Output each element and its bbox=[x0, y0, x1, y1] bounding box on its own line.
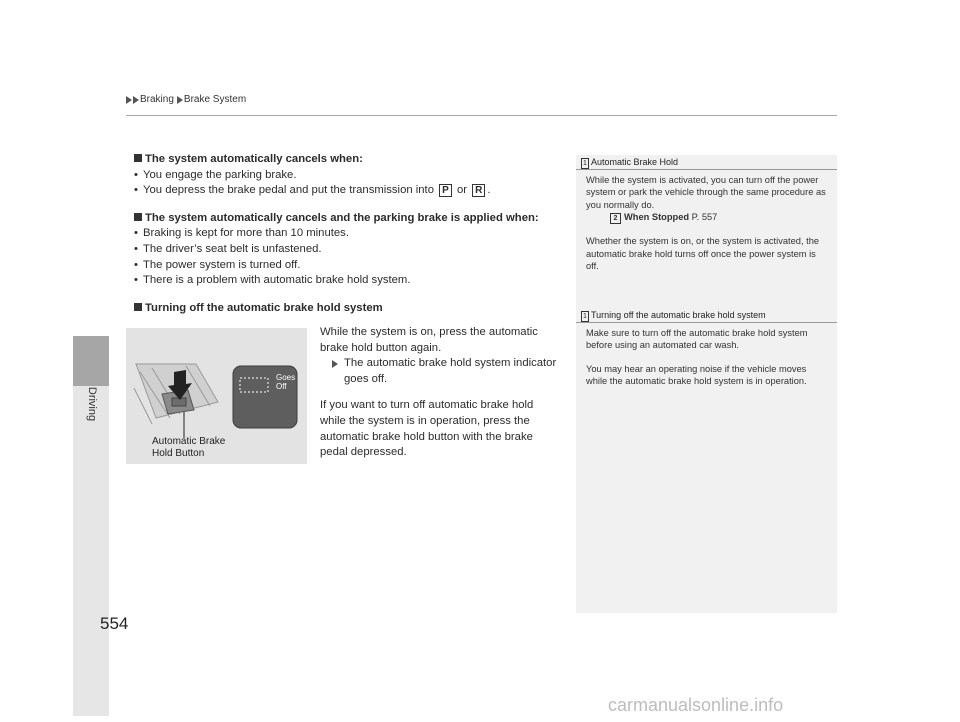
note-title bbox=[576, 155, 837, 168]
page-number: 554 bbox=[100, 614, 129, 633]
note-automatic-brake-hold bbox=[576, 155, 837, 272]
list-item bbox=[134, 183, 564, 199]
bullet-list bbox=[134, 226, 564, 288]
list-item-text: or bbox=[456, 184, 467, 197]
list-item-text: . bbox=[487, 184, 491, 197]
callout-label bbox=[152, 436, 225, 460]
page-reference[interactable] bbox=[586, 211, 827, 224]
list-item: • There is a problem with automatic brake hold system. bbox=[134, 273, 564, 289]
note-marker-icon: 1 bbox=[581, 311, 589, 322]
note-marker-icon: 1 bbox=[581, 158, 589, 169]
gear-p-key: P bbox=[439, 184, 452, 197]
paragraph-text: If you want to turn off automatic brake hold while the system is in operation, press the automatic brake hold button with the brake pedal depressed. bbox=[320, 399, 534, 459]
indicator-status-line: Goes bbox=[276, 373, 296, 382]
section-heading-text: Turning off the automatic brake hold system bbox=[145, 301, 383, 314]
note-title-text: Turning off the automatic brake hold system bbox=[591, 310, 766, 320]
list-item-text: You depress the brake pedal and put the transmission into bbox=[143, 184, 434, 197]
note-paragraph: You may hear an operating noise if the vehicle moves while the automatic brake hold system is in operation. bbox=[586, 363, 807, 387]
result-text bbox=[320, 356, 560, 387]
note-turning-off bbox=[576, 308, 837, 388]
header-divider bbox=[126, 115, 837, 116]
chapter-label: Driving bbox=[86, 386, 98, 422]
square-bullet-icon bbox=[134, 154, 142, 162]
breadcrumb-item-braking[interactable]: Braking bbox=[140, 94, 174, 105]
list-item: • You engage the parking brake. bbox=[134, 168, 564, 184]
instruction-block bbox=[320, 325, 560, 461]
notes-column bbox=[576, 155, 837, 613]
reference-arrow-icon: 2 bbox=[610, 213, 621, 224]
breadcrumb-item-brake-system[interactable]: Brake System bbox=[183, 94, 247, 105]
chevron-right-icon bbox=[177, 96, 183, 104]
note-paragraph: While the system is activated, you can turn off the power system or park the vehicle through the same procedure as you normally do. bbox=[586, 175, 826, 210]
callout-line: Automatic Brake bbox=[152, 436, 226, 447]
result-text-content: The automatic brake hold system indicator goes off. bbox=[344, 357, 557, 385]
list-item: • The power system is turned off. bbox=[134, 258, 564, 274]
list-item: • The driver’s seat belt is unfastened. bbox=[134, 242, 564, 258]
section-heading bbox=[134, 152, 564, 168]
note-body bbox=[576, 170, 837, 272]
section-heading-text: The system automatically cancels and the parking brake is applied when: bbox=[145, 211, 539, 224]
indicator-status-line: Off bbox=[276, 382, 287, 391]
watermark: carmanualsonline.info bbox=[608, 695, 784, 715]
gear-r-key: R bbox=[472, 184, 485, 197]
main-content bbox=[134, 152, 564, 316]
square-bullet-icon bbox=[134, 303, 142, 311]
note-paragraph: Make sure to turn off the automatic brake hold system before using an automated car wash. bbox=[586, 328, 808, 351]
chevron-right-icon bbox=[126, 96, 132, 104]
square-bullet-icon bbox=[134, 213, 142, 221]
bullet-list bbox=[134, 168, 564, 199]
chevron-right-icon bbox=[133, 96, 139, 104]
reference-label: When Stopped bbox=[624, 212, 690, 223]
indicator-status-label bbox=[276, 373, 295, 391]
note-title-text: Automatic Brake Hold bbox=[591, 157, 679, 167]
reference-page: P. 557 bbox=[691, 212, 718, 223]
callout-line: Hold Button bbox=[152, 448, 205, 459]
brake-hold-illustration bbox=[126, 328, 307, 464]
breadcrumb bbox=[126, 94, 249, 105]
result-arrow-icon bbox=[332, 360, 338, 368]
note-paragraph: Whether the system is on, or the system is activated, the automatic brake hold turns off once the power system is off. bbox=[586, 236, 820, 272]
section-heading bbox=[134, 301, 564, 317]
note-body bbox=[576, 323, 837, 388]
section-heading bbox=[134, 211, 564, 227]
list-item: • Braking is kept for more than 10 minutes. bbox=[134, 226, 564, 242]
instruction-text: While the system is on, press the automatic brake hold button again. bbox=[320, 326, 538, 354]
section-heading-text: The system automatically cancels when: bbox=[145, 153, 363, 165]
note-title bbox=[576, 308, 837, 321]
